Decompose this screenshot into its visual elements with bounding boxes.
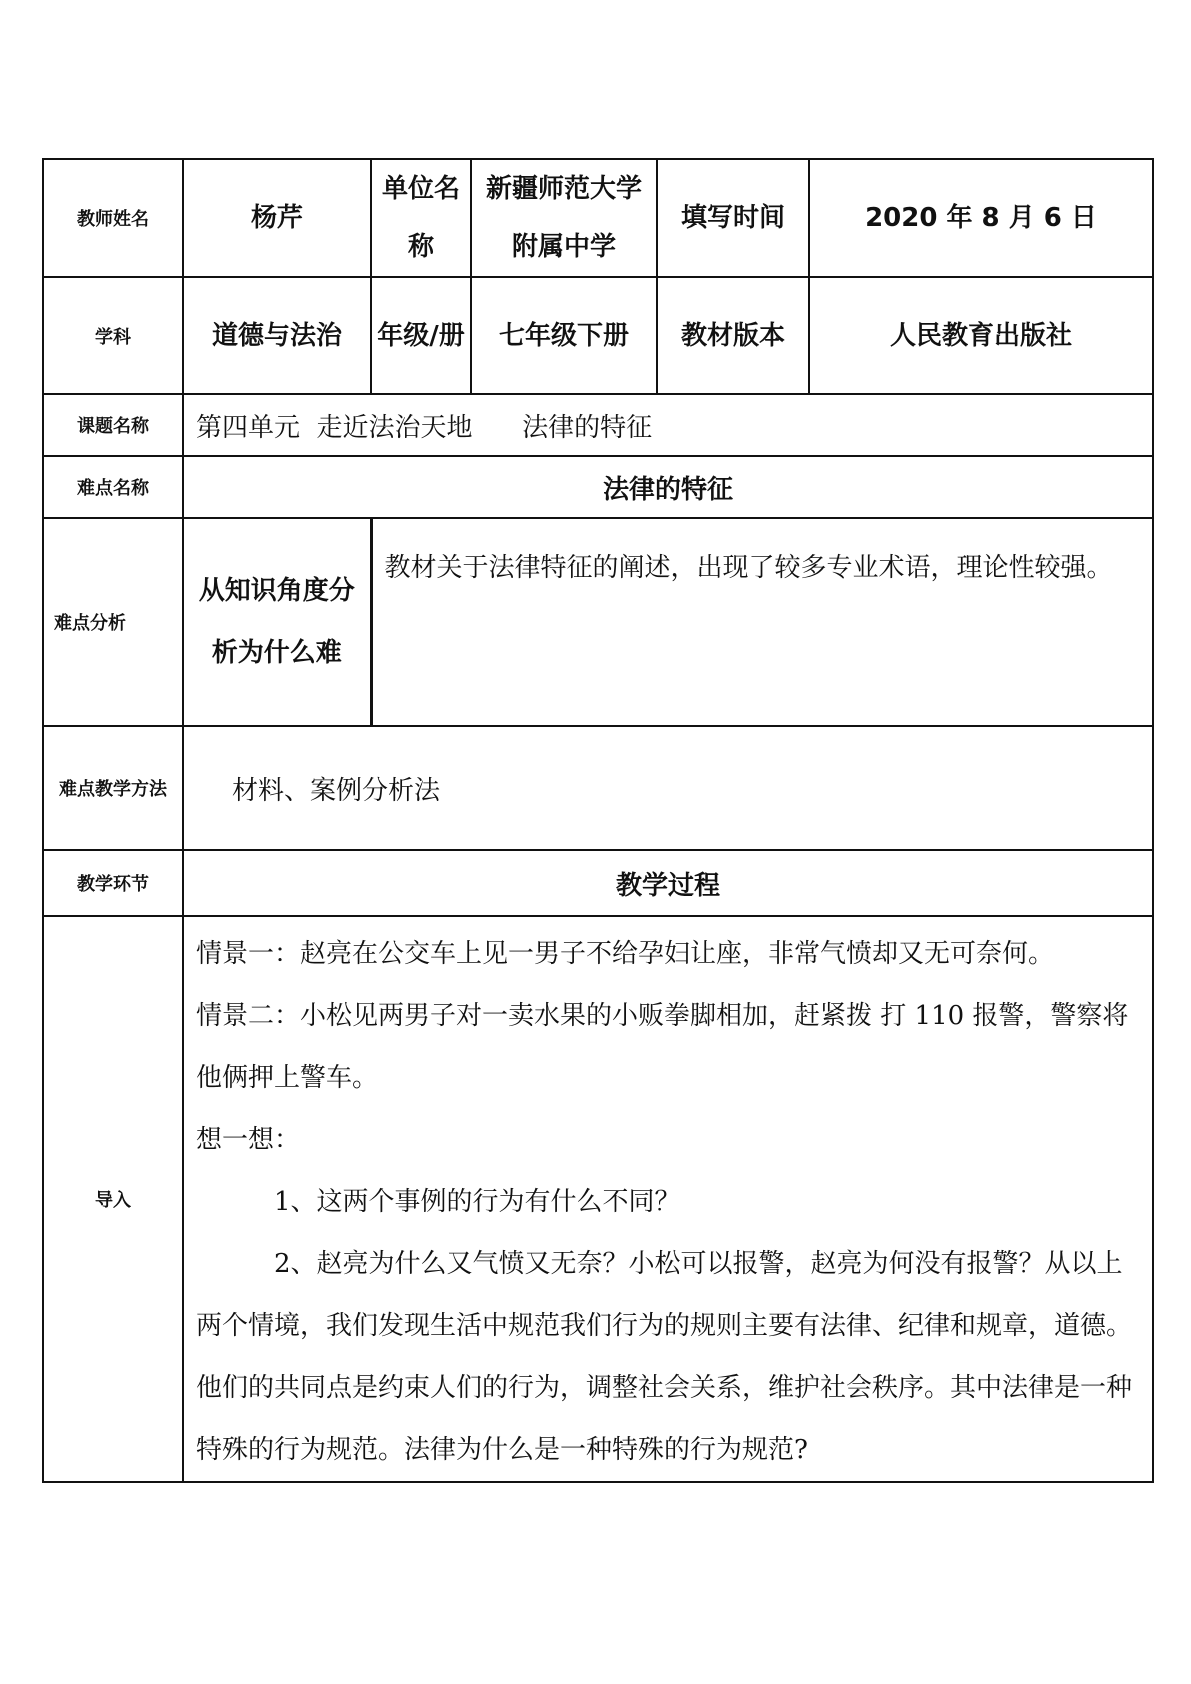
row-method <box>43 726 1153 850</box>
analysis-text: 教材关于法律特征的阐述，出现了较多专业术语，理论性较强。 <box>371 518 1153 726</box>
difficulty-label: 难点名称 <box>43 456 183 518</box>
row-teacher-info <box>43 159 1153 277</box>
process-stage-label: 教学环节 <box>43 850 183 916</box>
row-process-header <box>43 850 1153 916</box>
fill-date-value: 2020 年 8 月 6 日 <box>809 159 1153 277</box>
unit-name-value <box>471 159 657 277</box>
lesson-plan-table <box>42 158 1154 1483</box>
row-subject-info <box>43 277 1153 394</box>
grade-label: 年级/册 <box>371 277 471 394</box>
fill-date-label: 填写时间 <box>657 159 809 277</box>
row-topic <box>43 394 1153 456</box>
think-heading: 想一想： <box>196 1125 301 1155</box>
row-intro <box>43 916 1153 1482</box>
method-value: 材料、案例分析法 <box>183 726 1153 850</box>
grade-value: 七年级下册 <box>471 277 657 394</box>
question-one-text: 1、这两个事例的行为有什么不同？ <box>274 1187 681 1217</box>
question-two-text: 2、赵亮为什么又气愤又无奈？小松可以报警，赵亮为何没有报警？从以上两个情境，我们发现生活中规范我们行为的规则主要有法律、纪律和规章，道德。他们的共同点是约束人们的行为，调整社会关系，维护社会秩序。其中法律是一种特殊的行为规范。法律为什么是一种特殊的行为规范? <box>196 1249 1133 1465</box>
unit-name-line1: 新疆师范大学 <box>485 174 642 204</box>
topic-label: 课题名称 <box>43 394 183 456</box>
method-label: 难点教学方法 <box>43 726 183 850</box>
analysis-label: 难点分析 <box>43 518 183 726</box>
scene-two-text: 情景二：小松见两男子对一卖水果的小贩拳脚相加，赶紧拨 打 110 报警，警察将他俩押上警车。 <box>196 1001 1129 1093</box>
row-difficulty <box>43 456 1153 518</box>
unit-name-line2: 附属中学 <box>511 232 616 262</box>
subject-value: 道德与法治 <box>183 277 371 394</box>
intro-content <box>183 916 1153 1482</box>
unit-name-label: 单位名称 <box>371 159 471 277</box>
edition-value: 人民教育出版社 <box>809 277 1153 394</box>
scene-one-text: 情景一：赵亮在公交车上见一男子不给孕妇让座，非常气愤却又无可奈何。 <box>196 939 1055 969</box>
process-title: 教学过程 <box>183 850 1153 916</box>
teacher-name-label: 教师姓名 <box>43 159 183 277</box>
analysis-sub-label: 从知识角度分析为什么难 <box>183 518 371 726</box>
topic-value: 第四单元 走近法治天地 法律的特征 <box>183 394 1153 456</box>
intro-label: 导入 <box>43 916 183 1482</box>
edition-label: 教材版本 <box>657 277 809 394</box>
subject-label: 学科 <box>43 277 183 394</box>
difficulty-value: 法律的特征 <box>183 456 1153 518</box>
row-analysis <box>43 518 1153 726</box>
teacher-name-value: 杨芹 <box>183 159 371 277</box>
